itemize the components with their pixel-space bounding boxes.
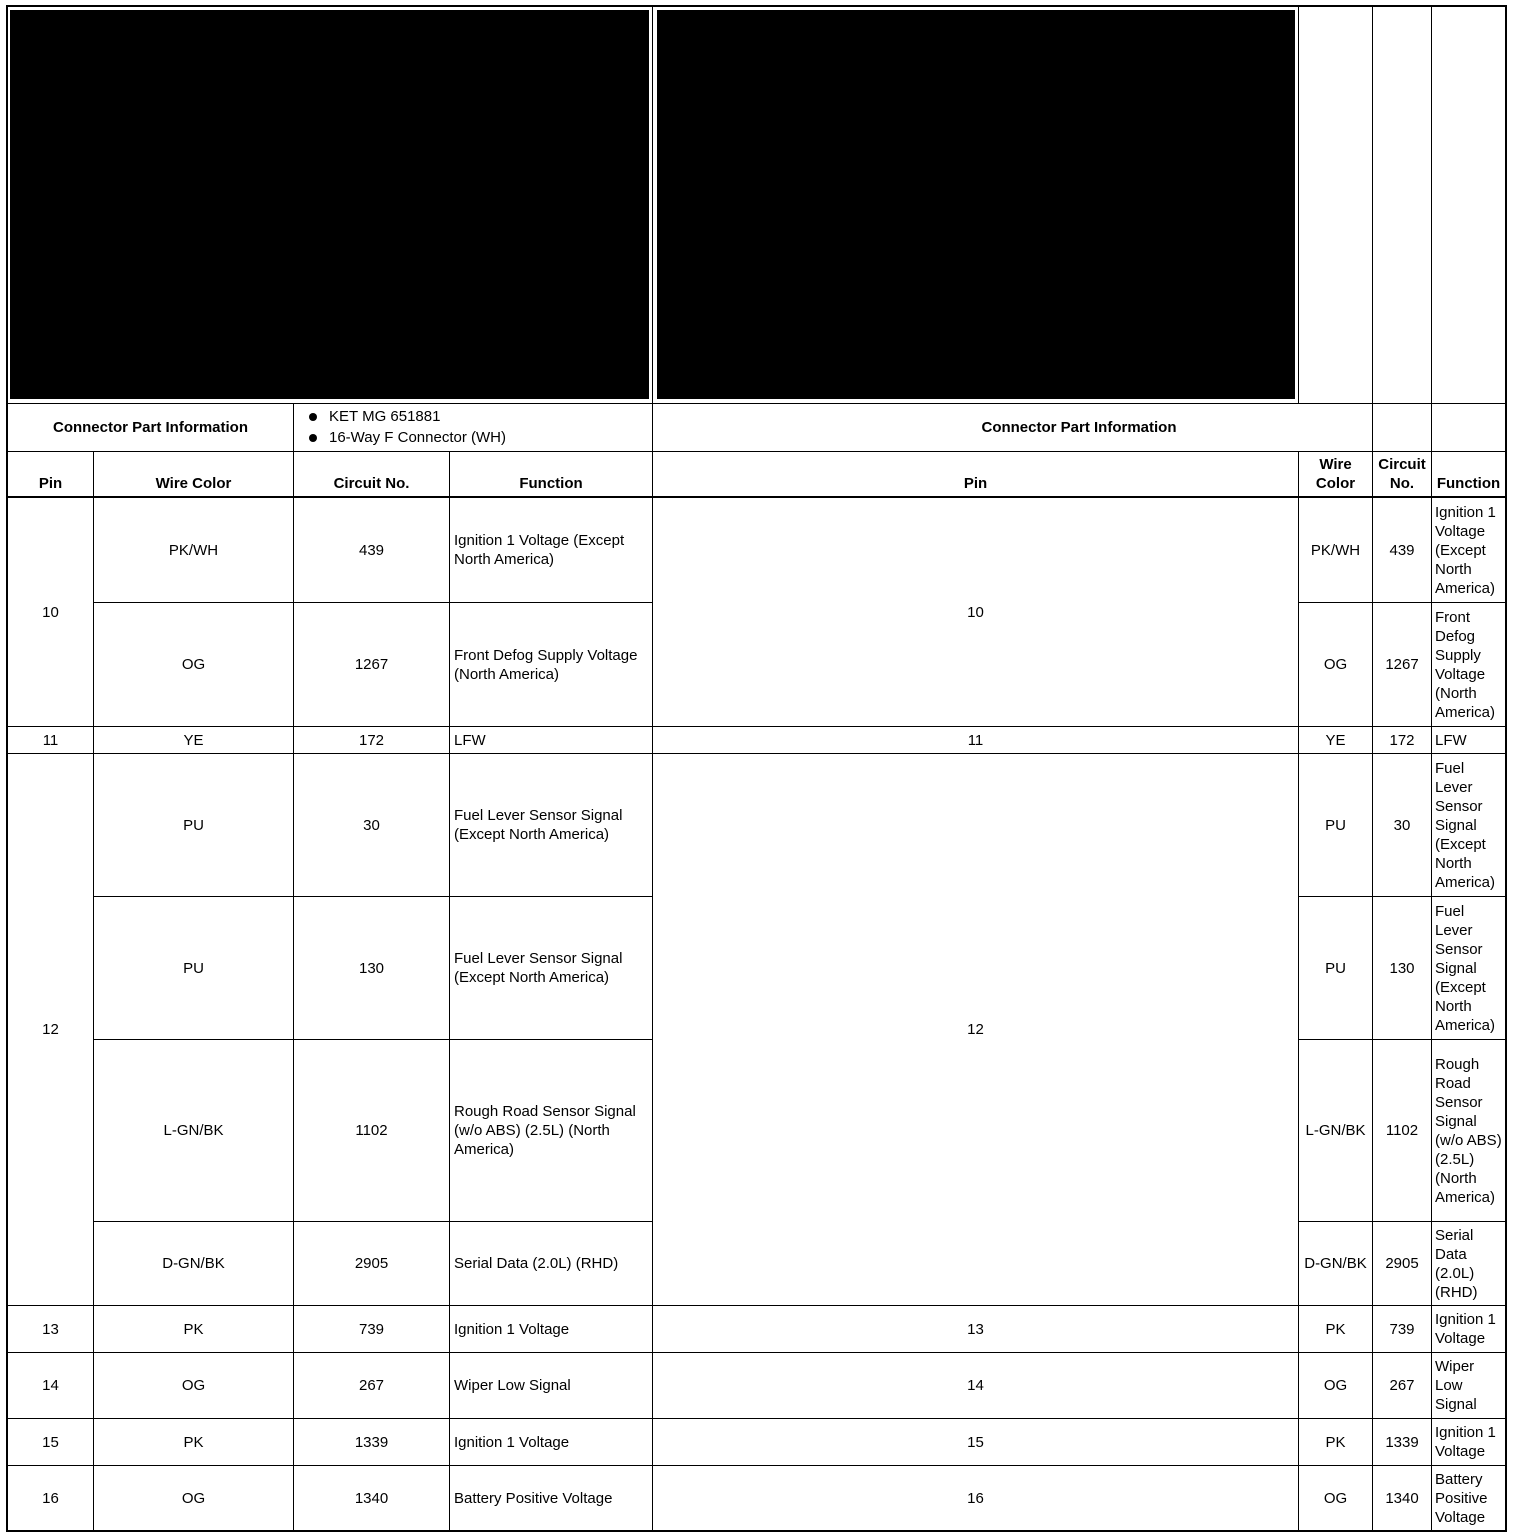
wire-color-cell-right: OG xyxy=(1323,1489,1348,1507)
function-cell: Serial Data (2.0L) (RHD) xyxy=(454,1255,619,1272)
circuit-cell-right: 1340 xyxy=(1385,1489,1419,1507)
function-cell: Battery Positive Voltage xyxy=(454,1489,613,1507)
circuit-cell-right: 172 xyxy=(1389,731,1415,749)
circuit-cell-right: 130 xyxy=(1389,959,1415,977)
function-cell: Front Defog Supply Voltage (North America) xyxy=(454,646,638,683)
bullet-icon xyxy=(309,413,317,421)
wire-color-cell-right: D-GN/BK xyxy=(1304,1255,1367,1272)
pin-cell: 16 xyxy=(42,1489,59,1507)
function-cell-right: Rough Road Sensor Signal (w/o ABS) (2.5L) (North America) xyxy=(1435,1055,1502,1206)
pin-cell-right: 10 xyxy=(967,603,984,621)
function-cell: LFW xyxy=(454,731,486,749)
wire-color-cell: PU xyxy=(183,816,204,834)
connector-image-right xyxy=(657,10,1295,399)
wire-color-cell-right: PK/WH xyxy=(1310,541,1361,559)
wire-color-cell: PK xyxy=(183,1320,204,1338)
function-cell-right: Battery Positive Voltage xyxy=(1435,1470,1488,1526)
pin-cell-right: 15 xyxy=(967,1433,984,1451)
pin-cell: 12 xyxy=(42,1021,59,1038)
connector-info-item: 16-Way F Connector (WH) xyxy=(306,427,506,448)
function-cell-right: Fuel Lever Sensor Signal (Except North America) xyxy=(1435,759,1496,891)
circuit-cell: 1102 xyxy=(355,1122,388,1139)
wire-color-cell-right: PK xyxy=(1325,1433,1346,1451)
header-wire-color: Wire Color xyxy=(155,475,232,492)
wire-color-cell: PU xyxy=(183,959,204,977)
pin-cell: 13 xyxy=(42,1320,59,1338)
wire-color-cell: PK xyxy=(183,1433,204,1451)
pin-cell-right: 16 xyxy=(967,1489,984,1507)
pin-cell-right: 14 xyxy=(967,1377,984,1394)
circuit-cell: 739 xyxy=(358,1320,385,1338)
pin-cell: 10 xyxy=(42,603,59,621)
wire-color-cell: YE xyxy=(183,731,204,749)
pin-cell: 11 xyxy=(42,731,59,749)
circuit-cell-right: 1339 xyxy=(1385,1433,1419,1451)
function-cell-right: Front Defog Supply Voltage (North America) xyxy=(1435,608,1496,721)
circuit-cell: 172 xyxy=(358,731,385,749)
circuit-cell: 1267 xyxy=(354,656,389,673)
function-cell: Fuel Lever Sensor Signal (Except North America) xyxy=(454,807,623,843)
wire-color-cell-right: L-GN/BK xyxy=(1305,1122,1366,1139)
pin-cell: 15 xyxy=(42,1433,59,1451)
wire-color-cell-right: PU xyxy=(1325,959,1346,977)
wire-color-cell-right: PK xyxy=(1325,1320,1346,1338)
circuit-cell: 267 xyxy=(358,1377,385,1394)
circuit-cell-right: 739 xyxy=(1389,1320,1415,1338)
function-cell-right: Ignition 1 Voltage xyxy=(1435,1311,1496,1347)
function-cell: Ignition 1 Voltage xyxy=(454,1433,570,1451)
function-cell-right: Serial Data (2.0L) (RHD) xyxy=(1435,1226,1478,1301)
header-wire-color-right: Wire Color xyxy=(1315,456,1356,492)
function-cell-right: Ignition 1 Voltage xyxy=(1435,1424,1496,1460)
circuit-cell-right: 2905 xyxy=(1385,1255,1419,1272)
connector-image-left xyxy=(10,10,649,399)
wire-color-cell-right: PU xyxy=(1325,816,1346,834)
pin-cell-right: 11 xyxy=(967,731,984,749)
circuit-cell-right: 1267 xyxy=(1385,656,1419,673)
function-cell: Wiper Low Signal xyxy=(454,1377,571,1394)
circuit-cell: 1339 xyxy=(354,1433,389,1451)
bullet-icon xyxy=(309,434,317,442)
function-cell-right: Fuel Lever Sensor Signal (Except North America) xyxy=(1435,902,1496,1034)
function-cell-right: Ignition 1 Voltage (Except North America) xyxy=(1435,503,1496,597)
circuit-cell: 439 xyxy=(358,541,385,559)
wire-color-cell-right: YE xyxy=(1325,731,1346,749)
header-circuit-no-right: Circuit No. xyxy=(1378,456,1426,492)
header-pin: Pin xyxy=(38,475,63,492)
wire-color-cell: OG xyxy=(181,1377,206,1394)
header-pin-right: Pin xyxy=(963,475,988,492)
wire-color-cell-right: OG xyxy=(1323,656,1348,673)
wire-color-cell-right: OG xyxy=(1323,1377,1348,1394)
circuit-cell-right: 267 xyxy=(1389,1377,1415,1394)
header-function: Function xyxy=(519,475,583,492)
function-cell-right: LFW xyxy=(1435,731,1467,749)
circuit-cell-right: 1102 xyxy=(1385,1122,1419,1139)
function-cell: Ignition 1 Voltage xyxy=(454,1320,570,1338)
wire-color-cell: L-GN/BK xyxy=(163,1122,224,1139)
pin-cell-right: 12 xyxy=(967,1021,984,1038)
header-circuit-no: Circuit No. xyxy=(333,475,410,492)
function-cell: Rough Road Sensor Signal (w/o ABS) (2.5L) (North America) xyxy=(454,1103,636,1158)
circuit-cell: 30 xyxy=(363,816,380,834)
connector-info-list xyxy=(306,406,506,448)
wire-color-cell: OG xyxy=(181,1489,206,1507)
connector-info-item: KET MG 651881 xyxy=(306,406,506,427)
circuit-cell-right: 439 xyxy=(1389,541,1415,559)
pin-cell: 14 xyxy=(42,1377,59,1394)
header-function-right: Function xyxy=(1436,475,1501,492)
circuit-cell-right: 30 xyxy=(1393,816,1411,834)
wire-color-cell: D-GN/BK xyxy=(162,1255,225,1272)
function-cell: Fuel Lever Sensor Signal (Except North America) xyxy=(454,950,623,986)
circuit-cell: 1340 xyxy=(354,1489,389,1507)
circuit-cell: 2905 xyxy=(354,1255,389,1272)
left-connector-info-label: Connector Part Information xyxy=(52,419,248,436)
function-cell-right: Wiper Low Signal xyxy=(1435,1358,1477,1413)
pin-cell-right: 13 xyxy=(967,1320,984,1338)
circuit-cell: 130 xyxy=(358,959,385,977)
wire-color-cell: OG xyxy=(181,656,206,673)
right-connector-info-label: Connector Part Information xyxy=(981,419,1177,436)
wire-color-cell: PK/WH xyxy=(168,541,219,559)
function-cell: Ignition 1 Voltage (Except North America) xyxy=(454,532,625,568)
